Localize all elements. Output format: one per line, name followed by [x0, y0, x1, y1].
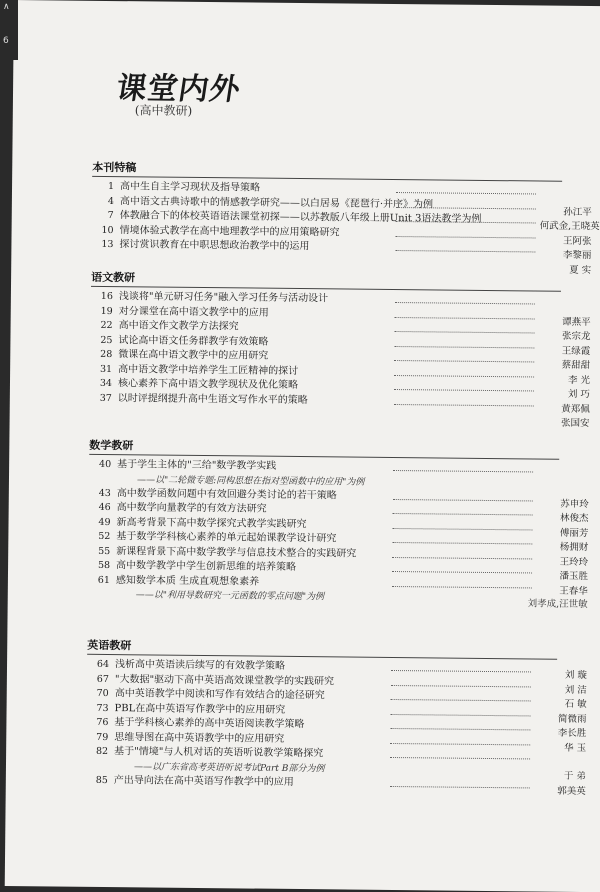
article-title: "大数据"驱动下高中英语高效课堂教学的实践研究: [115, 673, 334, 689]
article-title: 高中语文古典诗歌中的情感教学研究——以白居易《琵琶行·并序》为例: [120, 195, 433, 212]
leader-dots: [390, 742, 530, 744]
leader-dots: [394, 346, 534, 348]
article-author: 石 敏: [535, 697, 587, 712]
article-title: 以时评提纲提升高中生语文写作水平的策略: [118, 392, 308, 408]
article-title: 高中语文作文教学方法探究: [119, 319, 239, 334]
article-title: 基于"情境"与人机对话的英语听说教学策略探究: [114, 745, 323, 761]
article-title: 高中数学教学中学生创新思维的培养策略: [116, 559, 296, 575]
page-number: 19: [91, 304, 113, 318]
leader-dots: [390, 785, 530, 787]
page-number: 67: [87, 672, 109, 686]
article-title: 核心素养下高中语文教学现状及优化策略: [118, 377, 298, 393]
article-author: 谭燕平: [539, 315, 591, 330]
page-number: 82: [86, 745, 108, 759]
page-number: 25: [90, 333, 112, 347]
leader-dots: [391, 699, 531, 701]
toc-section: [90, 269, 592, 426]
leader-dots: [395, 317, 535, 319]
leader-dots: [391, 684, 531, 686]
page-number: 73: [87, 701, 109, 715]
page-number: 28: [90, 348, 112, 362]
page-number: 1: [92, 180, 114, 194]
table-of-contents: [14, 0, 600, 6]
article-author: 王玲玲: [536, 555, 588, 570]
toc-section: [88, 437, 590, 607]
page-number: 34: [90, 377, 112, 391]
article-author: 苏申玲: [537, 497, 589, 512]
article-author: 郭美英: [534, 784, 586, 799]
article-title: 微课在高中语文教学中的应用研究: [118, 348, 268, 364]
leader-dots: [392, 527, 532, 529]
page-number: 79: [86, 730, 108, 744]
page-number: 31: [90, 362, 112, 376]
section-title: 英语教研: [87, 637, 557, 660]
toc-section: [91, 159, 592, 272]
leader-dots: [392, 585, 532, 587]
article-title: 体教融合下的体校英语语法课堂初探——以苏教版八年级上册Unit 3语法教学为例: [120, 209, 482, 227]
subtitle-author: 刘孝成,汪世敏: [528, 597, 588, 612]
page-number: 64: [87, 658, 109, 672]
leader-dots: [393, 470, 533, 472]
article-author: [539, 301, 591, 302]
article-author: 张国安: [538, 417, 590, 432]
article-title: 产出导向法在高中英语写作教学中的应用: [114, 774, 294, 790]
leader-dots: [395, 302, 535, 304]
article-author: 张宗龙: [538, 330, 590, 345]
article-title: PBL在高中英语写作教学中的应用研究: [115, 702, 286, 718]
page-number: 7: [92, 209, 114, 223]
article-author: 蔡甜甜: [538, 359, 590, 374]
article-author: 简微雨: [534, 712, 586, 727]
article-author: 夏 实: [539, 263, 591, 278]
document-page: [5, 0, 600, 892]
leader-dots: [395, 250, 535, 252]
corner-glyph: ∧: [3, 2, 10, 12]
article-author: 李黎丽: [539, 249, 591, 264]
leader-dots: [394, 360, 534, 362]
article-author: 黄郑佩: [538, 402, 590, 417]
page-number: 46: [89, 501, 111, 515]
section-title: 语文教研: [91, 269, 561, 292]
leader-dots: [395, 331, 535, 333]
subtitle-author: 于 弟: [564, 769, 586, 783]
section-title: 数学教研: [89, 437, 559, 460]
article-author: 潘玉胜: [536, 569, 588, 584]
section-title: 本刊特稿: [92, 159, 562, 182]
article-title: 高中数学函数问题中有效回避分类讨论的若干策略: [117, 487, 337, 503]
article-author: 林俊杰: [537, 512, 589, 527]
article-title: 浅析高中英语读后续写的有效教学策略: [115, 658, 285, 674]
article-title: 试论高中语文任务群教学有效策略: [118, 334, 268, 350]
page-number: 55: [88, 544, 110, 558]
page-number: 13: [91, 238, 113, 252]
page-number: 43: [89, 486, 111, 500]
article-title: 思维导图在高中英语教学中的应用研究: [114, 731, 284, 747]
leader-dots: [393, 513, 533, 515]
page-number: 22: [91, 319, 113, 333]
page-number: 16: [91, 290, 113, 304]
page-number: 85: [86, 773, 108, 787]
page-number: 37: [90, 391, 112, 405]
leader-dots: [391, 713, 531, 715]
article-title: 基于数学学科核心素养的单元起始课教学设计研究: [116, 530, 336, 546]
article-title: 探讨赏识教育在中职思想政治教学中的运用: [119, 238, 309, 254]
page-number: 49: [88, 515, 110, 529]
corner-digit: 6: [3, 36, 9, 46]
subtitle-text: ——以"利用导数研究一元函数的零点问题"为例: [136, 590, 324, 602]
leader-dots: [394, 389, 534, 391]
article-author: 刘 璇: [535, 668, 587, 683]
article-author: 孙江平: [540, 205, 592, 220]
page-number: 70: [87, 687, 109, 701]
leader-dots: [394, 375, 534, 377]
article-title: 对分课堂在高中语文教学中的应用: [119, 305, 269, 321]
leader-dots: [390, 728, 530, 730]
page-number: 40: [89, 458, 111, 472]
article-author: 李长胜: [534, 726, 586, 741]
article-title: 基于学科核心素养的高中英语阅读教学策略: [114, 716, 304, 732]
article-author: 华 玉: [534, 741, 586, 756]
page-number: 61: [88, 573, 110, 587]
leader-dots: [392, 556, 532, 558]
leader-dots: [391, 670, 531, 672]
page-number: 76: [86, 716, 108, 730]
article-author: 何武金,王晓英: [540, 220, 592, 235]
article-title: 高中语文教学中培养学生工匠精神的探讨: [118, 363, 298, 379]
article-title: 新高考背景下高中数学探究式教学实践研究: [116, 516, 306, 532]
article-author: 李 光: [538, 373, 590, 388]
leader-dots: [392, 542, 532, 544]
article-author: 刘 巧: [538, 388, 590, 403]
leader-dots: [394, 403, 534, 405]
article-title: 情境体验式教学在高中地理教学中的应用策略研究: [120, 224, 340, 240]
article-author: 王春华: [536, 584, 588, 599]
article-author: [537, 469, 589, 470]
article-author: 刘 洁: [535, 683, 587, 698]
journal-logo: 课堂内外: [114, 63, 245, 108]
article-title: 高中生自主学习现状及指导策略: [120, 180, 260, 195]
subtitle-text: ——以广东省高考英语听说考试Part B部分为例: [134, 762, 325, 774]
leader-dots: [393, 498, 533, 500]
subtitle-text: ——以"二轮微专题:同构思想在指对型函数中的应用"为例: [137, 475, 364, 487]
article-title: 高中英语教学中阅读和写作有效结合的途径研究: [115, 687, 325, 703]
article-title: 浅谈将"单元研习任务"融入学习任务与活动设计: [119, 290, 328, 306]
article-title: 新课程背景下高中数学教学与信息技术整合的实践研究: [116, 545, 356, 562]
article-author: 傅丽芳: [536, 526, 588, 541]
page-number: 10: [92, 223, 114, 237]
article-author: [534, 755, 586, 756]
page-number: 4: [92, 194, 114, 208]
article-author: 王绿霞: [538, 344, 590, 359]
article-author: [540, 191, 592, 192]
journal-subtitle: (高中教研): [135, 101, 193, 119]
page-number: 52: [88, 530, 110, 544]
leader-dots: [396, 192, 536, 194]
page-number: 58: [88, 559, 110, 573]
leader-dots: [390, 757, 530, 759]
leader-dots: [396, 236, 536, 238]
article-title: 感知数学本质 生成直观想象素养: [116, 574, 259, 589]
toc-section: [86, 637, 588, 793]
article-title: 基于学生主体的"三给"数学教学实践: [117, 458, 276, 474]
article-author: 杨拥财: [536, 540, 588, 555]
article-title: 高中数学向量教学的有效方法研究: [117, 501, 267, 517]
article-author: 王阿张: [539, 234, 591, 249]
leader-dots: [392, 571, 532, 573]
screen-corner: [0, 0, 18, 60]
